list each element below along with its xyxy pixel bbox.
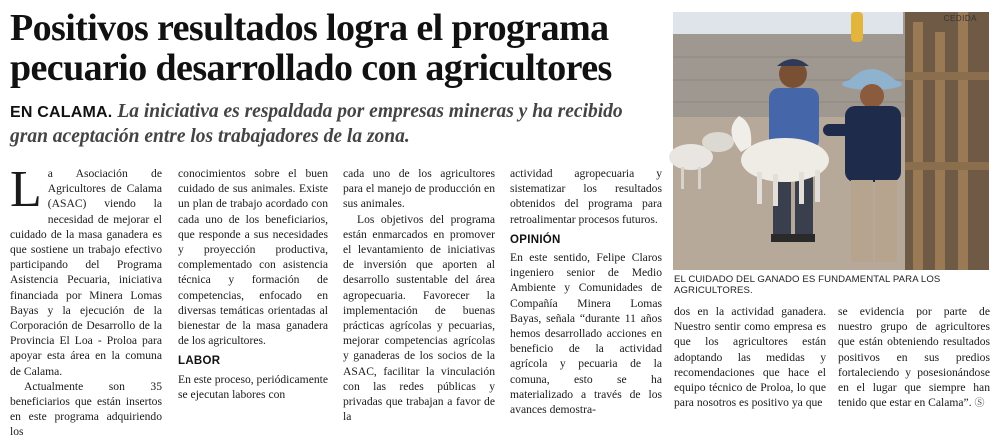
paragraph: se evidencia por parte de nuestro grupo de agricultores que están obteniendo resultados positivos en sus predios fortaleciendo y posesionándose en el lugar que siempre han tenido que estar en Calama”. Ⓢ [838, 305, 990, 410]
goat-herding-illustration [673, 12, 989, 270]
paragraph: actividad agropecuaria y sistematizar los resultados obtenidos del programa para retroalimentar procesos futuros. [510, 167, 662, 226]
column-4 [510, 166, 662, 417]
end-mark-icon: Ⓢ [974, 398, 985, 410]
photo-caption: EL CUIDADO DEL GANADO ES FUNDAMENTAL PARA LOS AGRICULTORES. [674, 274, 941, 296]
article-photo [673, 12, 989, 270]
subheading-labor: LABOR [178, 355, 221, 368]
lead-paragraph [10, 100, 665, 149]
paragraph: Los objetivos del programa están enmarcados en promover el levantamiento de iniciativas de inversión que aporten al desarrollo sustentable del área agropecuaria. Favorecer la implementación de buenas prácticas agrícolas y pecuarias, mejorar competencias agrícolas y ganaderas de los socios de la ASAC, facilitar la vinculación con las redes públicas y privadas que trabajan a favor de la [343, 212, 495, 424]
drop-cap: L [10, 161, 42, 218]
paragraph: conocimientos sobre el buen cuidado de sus animales. Existe un plan de trabajo acordado con cada uno de los beneficiarios, que responde a sus necesidades y proyección productiva, complementado con asistencia técnica y formación de competencias, enfocado en diversas temáticas orientadas al bienestar de la masa ganadera de los agricultores. [178, 167, 328, 348]
lead-text: La iniciativa es respaldada por empresas mineras y ha recibido gran aceptación entre los trabajadores de la zona. [10, 101, 623, 147]
column-6 [838, 304, 990, 411]
paragraph: La Asociación de Agricultores de Calama (ASAC) viendo la necesidad de mejorar el cuidado de la masa ganadera es que sostiene un trabajo efectivo participando del Programa Asistencia Pecuaria, iniciativa financiada por Minera Lomas Bayas y la ejecución de la Corporación de Desarrollo de la Provincia El Loa - Proloa para apoyar esta área en la comuna de Calama. [10, 161, 162, 378]
column-1 [10, 161, 162, 440]
paragraph: Actualmente son 35 beneficiarios que están insertos en este programa adquiriendo los [10, 379, 162, 439]
subheading-opinion: OPINIÓN [510, 233, 561, 246]
column-3 [343, 166, 495, 424]
photo-credit: CEDIDA [943, 14, 977, 23]
paragraph: cada uno de los agricultores para el manejo de producción en sus animales. [343, 167, 495, 211]
column-5 [674, 304, 826, 410]
column-2 [178, 166, 328, 402]
paragraph: En este sentido, Felipe Claros ingeniero senior de Medio Ambiente y Comunidades de Compañía Minera Lomas Bayas, señala “durante 11 años hemos desarrollado acciones en beneficio de la actividad agrícola y pecuaria de la comuna, esto se ha materializado a través de los avances demostra- [510, 251, 662, 417]
lead-location: EN CALAMA. [10, 104, 113, 121]
paragraph: dos en la actividad ganadera. Nuestro sentir como empresa es que los agricultores están adoptando las medidas y recomendaciones que hace el equipo técnico de Proloa, lo que para nosotros es positivo ya que [674, 305, 826, 410]
paragraph: En este proceso, periódicamente se ejecutan labores con [178, 372, 329, 401]
headline: Positivos resultados logra el programa pecuario desarrollado con agricultores [10, 7, 612, 89]
